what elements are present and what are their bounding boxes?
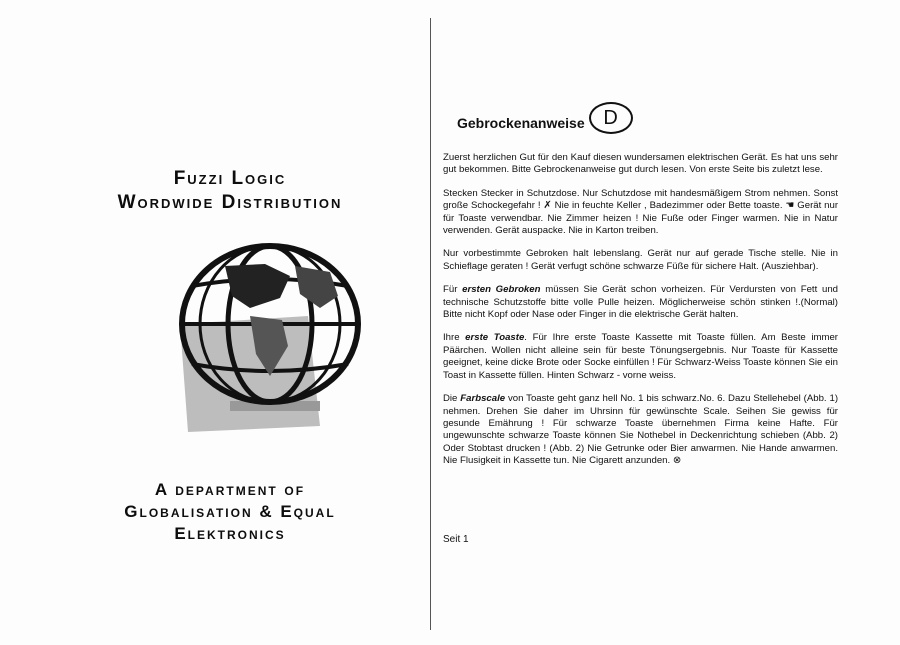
page-number: Seit 1 <box>443 534 469 545</box>
color-scale-post: von Toaste geht ganz hell No. 1 bis schwarz.No. 6. Dazu Stellehebel (Abb. 1) nehmen. Drehen Sie daher im Uhrsinn für gewünschte Scale. Seihen Sie gewiss für gesunde Emährung ! Für schwarze Toaste übernehmen Firma keine Hafte. Für ungewunschte schwarze Toaste können Sie Nothebel in Deckenrichtung schieben (Abb. 2) Oder Stobtast drucken ! (Abb. 2) Nie Getrunke oder Bier anwarmen. Nie Hande anwarmen. Nie Flusigkeit in Kassette tun. Nie Cigarett anzunden. <box>443 393 839 467</box>
first-toast-pre: Ihre <box>443 332 460 344</box>
paragraph-first-toast <box>443 332 838 382</box>
color-scale-pre: Die <box>443 393 458 405</box>
department-line-2: Globalisation & Equal <box>124 502 336 521</box>
department-line-3: Elektronics <box>174 524 286 543</box>
safety-text-b: Nie in feuchte Keller , Badezimmer oder Bette toaste. <box>554 200 783 212</box>
brand-name: Fuzzi Logic <box>173 168 287 189</box>
brand-tagline: Wordwide Distribution <box>117 192 343 213</box>
hand-pointer-icon: ☚ <box>785 200 795 212</box>
paragraph-first-use <box>443 284 838 321</box>
first-use-emphasis: ersten Gebroken <box>462 284 541 296</box>
first-toast-emphasis: erste Toaste <box>465 332 525 344</box>
page-fold <box>430 18 431 630</box>
globe-logo-icon <box>170 236 375 436</box>
title-row <box>457 106 633 134</box>
safety-text-a: Stecken Stecker in Schutzdose. Nur Schutzdose mit handesmäßigem Strom nehmen. Sonst große Schockegefahr ! <box>443 187 838 212</box>
paragraph-safety <box>443 188 838 238</box>
right-page <box>443 0 838 645</box>
instruction-text <box>443 152 838 479</box>
first-toast-post: . Für Ihre erste Toaste Kassette mit Toaste füllen. Am Beste immer Päärchen. Wollen nicht alleine sein für beste Tönungsergebnis. Nur Toaste für Kassette geeignet, keine dicke Brote oder Socke einfüllen ! Für Schwarz-Weiss Toaste können Sie ein Toast in Kassette füllen. Hinten Schwarz - vorne weiss. <box>443 332 838 381</box>
safety-text-c: Gerät nur für Toaste verwendbar. Nie Zimmer heizen ! Nie Fuße oder Finger warmen. Nie in Natur verwenden. Gerät auspacke. Nie in Karton treiben. <box>443 200 839 237</box>
first-use-post: müssen Sie Gerät schon vorheizen. Für Verdursten von Fett und technische Schutzstoffe bitte volle Pulle heizen. Möglicherweise schön stinken !.(Normal) Bitte nicht Kopf oder Nase oder Finger in die elektrische Gerät halten. <box>443 284 838 321</box>
first-use-pre: Für <box>443 284 458 296</box>
paragraph-placement: Nur vorbestimmte Gebroken halt lebenslang. Gerät nur auf gerade Tische stelle. Nie in Schieflage geraten ! Gerät verfugt schöne schwarze Füße für sichere Halt. (Ausziehbar). <box>443 248 838 272</box>
no-smoking-icon: ⊗ <box>672 455 682 467</box>
language-badge: D <box>589 102 633 134</box>
paragraph-color-scale <box>443 393 838 467</box>
department-line-1: A department of <box>154 480 306 499</box>
page-title: Gebrockenanweise <box>457 115 585 131</box>
left-page <box>0 0 430 645</box>
paragraph-intro: Zuerst herzlichen Gut für den Kauf diesen wundersamen elektrischen Gerät. Es hat uns sehr gut bekommen. Bitte Gebrockenanweise gut durch lesen. Von erste Seite bis zuletzt lese. <box>443 152 838 176</box>
no-water-icon: ✗ <box>543 200 552 212</box>
color-scale-emphasis: Farbscale <box>460 393 506 405</box>
